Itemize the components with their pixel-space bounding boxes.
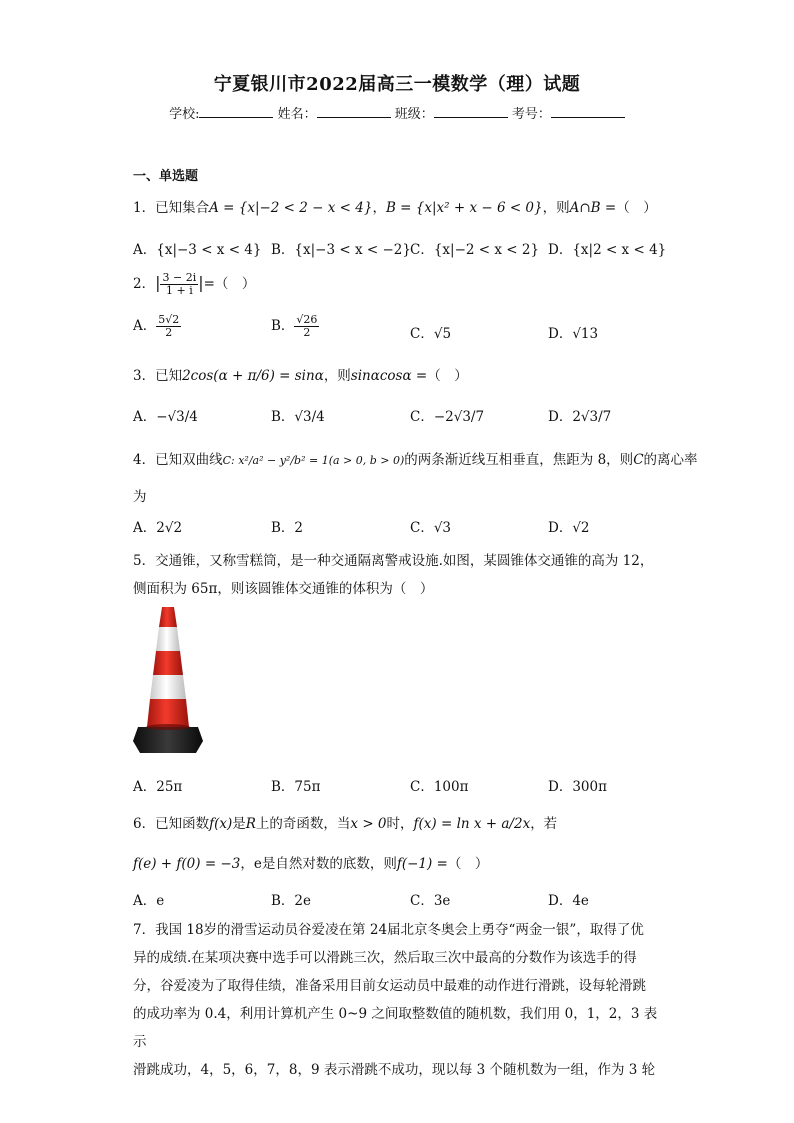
q6-paren: （ ） <box>447 856 489 872</box>
q1-ask: A∩B = <box>569 200 617 216</box>
q6-text-d: 时， <box>386 816 414 832</box>
q1-option-c[interactable]: C．{x|−2 < x < 2} <box>410 242 540 258</box>
q6-option-a[interactable]: A．e <box>133 893 165 909</box>
q3-option-b[interactable]: B．√3/4 <box>271 409 325 425</box>
q6-ask: f(−1) = <box>396 856 448 872</box>
q6-text-c: 上的奇函数，当 <box>255 816 351 832</box>
q2-paren: =（ ） <box>203 276 256 293</box>
q2-option-b[interactable]: B． $\frac{√26}{2}$ <box>271 313 318 340</box>
class-blank[interactable] <box>434 105 508 118</box>
school-blank[interactable] <box>199 105 273 118</box>
q7-line: 的成功率为 0.4，利用计算机产生 0~9 之间取整数值的随机数，我们用 0，1，2，3 表示 <box>133 1006 658 1050</box>
q6-option-c[interactable]: C．3e <box>410 893 451 909</box>
question-1-stem: 1．已知集合A = {x|−2 < 2 − x < 4}，B = {x|x² + x − 6 < 0}，则A∩B =（ ） <box>133 200 657 216</box>
question-5-line-1: 5．交通锥，又称雪糕筒，是一种交通隔离警戒设施.如图，某圆锥体交通锥的高为 12， <box>133 553 654 569</box>
q4-option-b[interactable]: B．2 <box>271 520 304 536</box>
q4-text-a: 4．已知双曲线 <box>133 452 223 468</box>
q6-cond: x > 0 <box>350 816 387 832</box>
q3-option-d[interactable]: D．2√3/7 <box>548 409 612 425</box>
q1-set-b: B = {x|x² + x − 6 < 0} <box>385 200 543 216</box>
q5-option-d[interactable]: D．300π <box>548 779 607 795</box>
q4-text-b: 的两条渐近线互相垂直，焦距为 8，则 <box>404 452 634 468</box>
q6-option-d[interactable]: D．4e <box>548 893 589 909</box>
q4-option-d[interactable]: D．√2 <box>548 520 590 536</box>
q6-r: R <box>245 816 256 832</box>
q3-option-a[interactable]: A．−√3/4 <box>133 409 198 425</box>
q5-option-c[interactable]: C．100π <box>410 779 469 795</box>
q6-text-e: ，若 <box>530 816 558 832</box>
q3-option-c[interactable]: C．−2√3/7 <box>410 409 485 425</box>
q7-line: 分，谷爱凌为了取得佳绩，准备采用目前女运动员中最难的动作进行滑跳，设每轮滑跳 <box>133 978 646 994</box>
q4-text-d: 为 <box>133 489 147 505</box>
exam-no-blank[interactable] <box>551 105 625 118</box>
q6-line2-expr: f(e) + f(0) = −3 <box>133 856 241 872</box>
q2-option-a[interactable]: A． $\frac{5√2}{2}$ <box>133 313 180 340</box>
question-4-stem <box>133 448 698 468</box>
q3-ask: sinαcosα = <box>350 368 428 384</box>
q1-text-a: 1．已知集合 <box>133 200 210 216</box>
name-label: 姓名： <box>277 107 317 122</box>
q3-text-a: 3．已知 <box>133 368 183 384</box>
q6-line2-text: ，e是自然对数的底数，则 <box>240 856 397 872</box>
student-info-line <box>0 103 794 122</box>
q4-option-a[interactable]: A．2√2 <box>133 520 183 536</box>
q6-option-b[interactable]: B．2e <box>271 893 311 909</box>
traffic-cone-image <box>132 605 204 757</box>
q6-fx: f(x) <box>209 816 233 832</box>
question-3-stem <box>133 364 468 384</box>
question-2-stem: 2．| $\frac{3 - 2i}{1 + i}$ |=（ ） <box>133 271 256 298</box>
q4-expr: C: x²/a² − y²/b² = 1(a > 0, b > 0) <box>222 454 405 467</box>
exam-title: 宁夏银川市2022届高三一模数学（理）试题 <box>213 74 581 95</box>
q1-option-d[interactable]: D．{x|2 < x < 4} <box>548 242 667 258</box>
exam-no-label: 考号： <box>511 107 551 122</box>
q7-line: 7．我国 18岁的滑雪运动员谷爱凌在第 24届北京冬奥会上勇夺“两金一银”，取得了优 <box>133 922 644 938</box>
q6-def: f(x) = ln x + a/2x <box>413 816 531 832</box>
q3-paren: （ ） <box>427 368 468 384</box>
q4-option-c[interactable]: C．√3 <box>410 520 452 536</box>
q2-option-d[interactable]: D．√13 <box>548 326 599 342</box>
q6-text-b: 是 <box>232 816 246 832</box>
q2-option-c[interactable]: C．√5 <box>410 326 452 342</box>
q4-text-c: 的离心率 <box>643 452 698 468</box>
question-7-paragraph <box>133 916 663 1084</box>
question-6-line-2 <box>133 852 488 872</box>
q2-fraction: $\frac{3 - 2i}{1 + i}$ <box>162 271 197 298</box>
q4-c: C <box>633 452 644 468</box>
q7-line: 异的成绩.在某项决赛中选手可以滑跳三次，然后取三次中最高的分数作为该选手的得 <box>133 950 637 966</box>
section-title: 一、单选题 <box>133 169 199 184</box>
name-blank[interactable] <box>317 105 391 118</box>
q6-text-a: 6．已知函数 <box>133 816 210 832</box>
q1-option-a[interactable]: A．{x|−3 < x < 4} <box>133 242 262 258</box>
q1-paren: （ ） <box>616 200 657 216</box>
question-5-line-2: 侧面积为 65π，则该圆锥体交通锥的体积为（ ） <box>133 581 434 597</box>
school-label: 学校: <box>169 107 200 122</box>
question-6-stem <box>133 812 557 832</box>
q5-option-a[interactable]: A．25π <box>133 779 183 795</box>
q1-text-b: ，则 <box>542 200 570 216</box>
q1-option-b[interactable]: B．{x|−3 < x < −2} <box>271 242 411 258</box>
q5-option-b[interactable]: B．75π <box>271 779 321 795</box>
q7-line: 滑跳成功，4，5，6，7，8，9 表示滑跳不成功，现以每 3 个随机数为一组，作为 3 轮 <box>133 1062 656 1078</box>
q1-set-a: A = {x|−2 < 2 − x < 4} <box>209 200 373 216</box>
q3-text-b: ，则 <box>323 368 351 384</box>
q3-expr: 2cos(α + π/6) = sinα <box>182 368 324 384</box>
q2-text: 2． <box>133 276 156 293</box>
class-label: 班级： <box>394 107 434 122</box>
